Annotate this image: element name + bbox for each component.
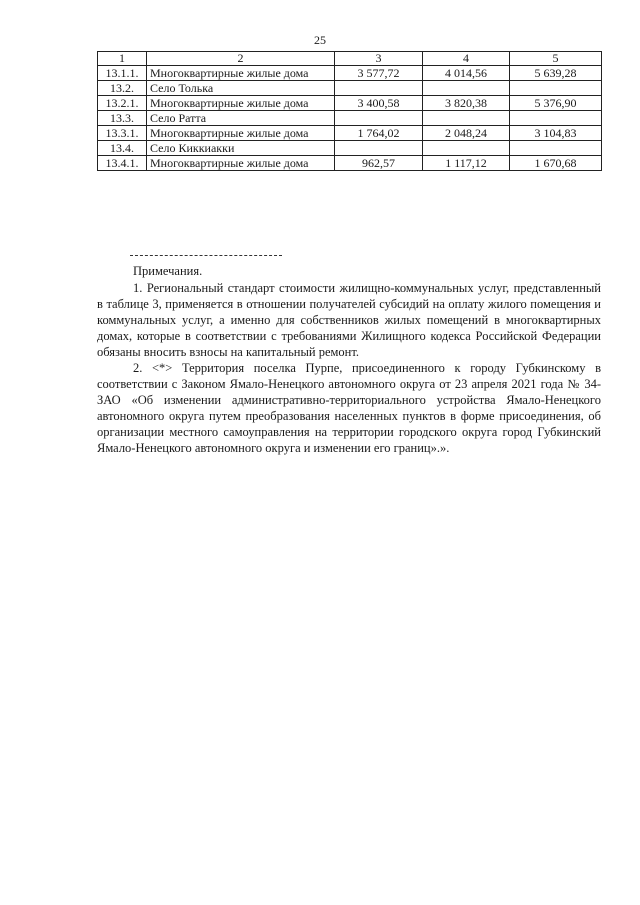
value-col-5: [510, 111, 602, 126]
value-col-3: [335, 141, 423, 156]
table-row: [98, 81, 602, 96]
value-col-3: 3 577,72: [335, 66, 423, 81]
value-col-3: 1 764,02: [335, 126, 423, 141]
value-col-5: 5 639,28: [510, 66, 602, 81]
value-col-5: 5 376,90: [510, 96, 602, 111]
table-header-row: [98, 52, 602, 66]
row-name: Село Толька: [147, 81, 335, 96]
table-row: [98, 66, 602, 81]
notes-heading: Примечания.: [133, 264, 203, 278]
value-col-4: [423, 81, 510, 96]
value-col-4: 1 117,12: [423, 156, 510, 171]
table-row: [98, 156, 602, 171]
value-col-3: 962,57: [335, 156, 423, 171]
page-number: 25: [314, 33, 326, 47]
footnote-separator: [130, 255, 282, 256]
cost-standard-table: [97, 51, 602, 171]
row-name: Многоквартирные жилые дома: [147, 66, 335, 81]
value-col-5: [510, 81, 602, 96]
value-col-4: [423, 141, 510, 156]
row-number: 13.4.: [98, 141, 147, 156]
row-number: 13.4.1.: [98, 156, 147, 171]
row-number: 13.3.1.: [98, 126, 147, 141]
row-name: Село Ратта: [147, 111, 335, 126]
row-number: 13.3.: [98, 111, 147, 126]
row-number: 13.2.: [98, 81, 147, 96]
value-col-4: 4 014,56: [423, 66, 510, 81]
value-col-5: [510, 141, 602, 156]
note-item: 1. Региональный стандарт стоимости жилищно-коммунальных услуг, представленный в таблице 3, применяется в отношении получателей субсидий на оплату жилого помещения и коммунальных услуг, а именно для собственников жилых помещений в многоквартирных домах, которые в соответствии с требованиями Жилищного кодекса Российской Федерации обязаны вносить взносы на капитальный ремонт.: [97, 281, 601, 359]
column-header: 2: [147, 52, 335, 66]
column-header: 1: [98, 52, 147, 66]
column-header: 4: [423, 52, 510, 66]
value-col-3: 3 400,58: [335, 96, 423, 111]
value-col-4: [423, 111, 510, 126]
value-col-3: [335, 81, 423, 96]
table-row: [98, 96, 602, 111]
value-col-3: [335, 111, 423, 126]
value-col-5: 1 670,68: [510, 156, 602, 171]
notes-section: [97, 263, 601, 456]
table-row: [98, 126, 602, 141]
value-col-4: 3 820,38: [423, 96, 510, 111]
row-name: Многоквартирные жилые дома: [147, 126, 335, 141]
column-header: 5: [510, 52, 602, 66]
row-number: 13.2.1.: [98, 96, 147, 111]
value-col-4: 2 048,24: [423, 126, 510, 141]
note-item: 2. <*> Территория поселка Пурпе, присоединенного к городу Губкинскому в соответствии с Законом Ямало-Ненецкого автономного округа от 23 апреля 2021 года № 34-ЗАО «Об изменении административно-территориального устройства Ямало-Ненецкого автономного округа путем преобразования населенных пунктов в форме присоединения, об организации местного самоуправления на территории городского округа город Губкинский Ямало-Ненецкого автономного округа и изменении его границ».».: [97, 361, 601, 455]
row-name: Многоквартирные жилые дома: [147, 96, 335, 111]
value-col-5: 3 104,83: [510, 126, 602, 141]
row-name: Село Киккиакки: [147, 141, 335, 156]
row-name: Многоквартирные жилые дома: [147, 156, 335, 171]
table-row: [98, 141, 602, 156]
row-number: 13.1.1.: [98, 66, 147, 81]
column-header: 3: [335, 52, 423, 66]
table-row: [98, 111, 602, 126]
